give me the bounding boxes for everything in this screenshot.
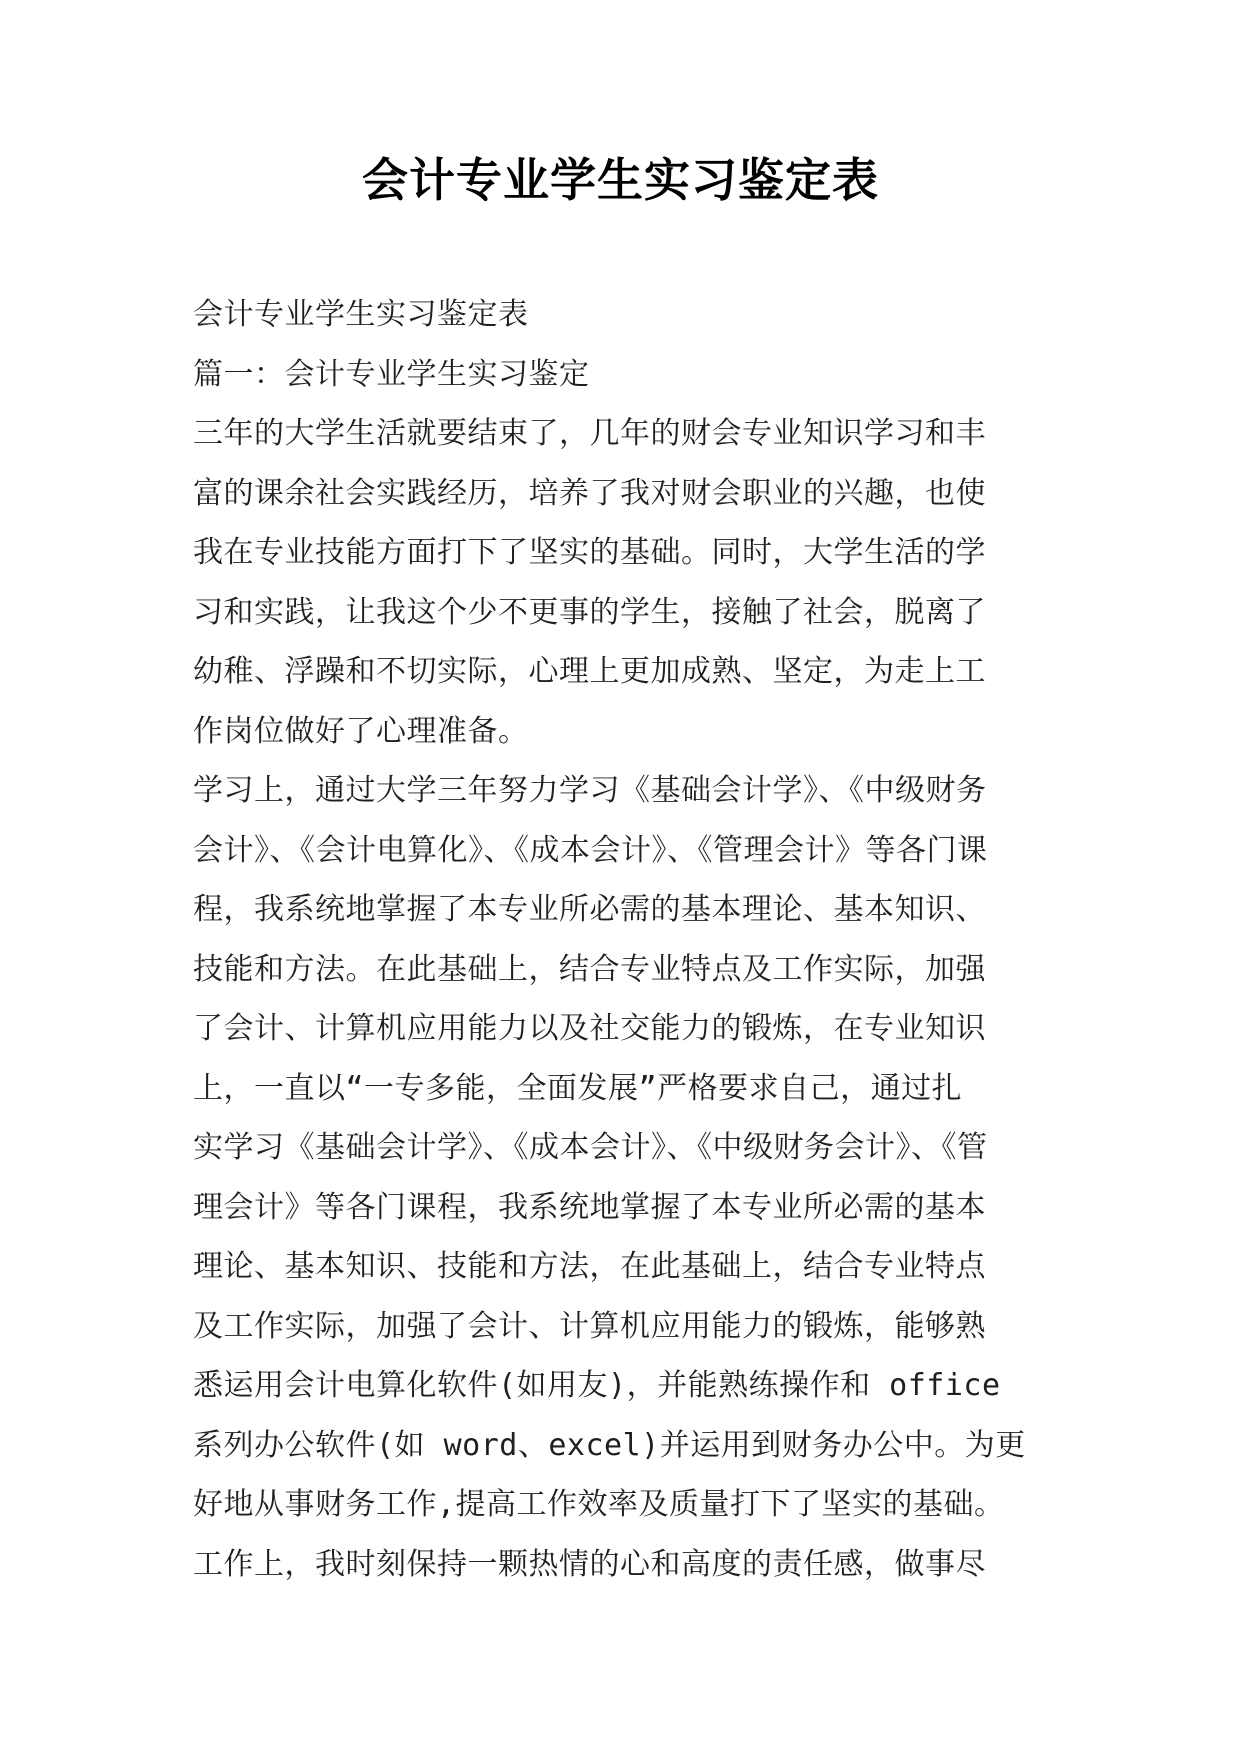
body-line: 我在专业技能方面打下了坚实的基础。同时，大学生活的学 (193, 535, 986, 570)
body-line: 富的课余社会实践经历，培养了我对财会职业的兴趣，也使 (193, 475, 986, 511)
body-line: 理会计》等各门课程，我系统地掌握了本专业所必需的基本 (193, 1189, 986, 1225)
body-line: 实学习《基础会计学》、《成本会计》、《中级财务会计》、《管 (193, 1130, 988, 1165)
body-line: 了会计、计算机应用能力以及社交能力的锻炼，在专业知识 (193, 1011, 986, 1046)
body-line: 理论、基本知识、技能和方法，在此基础上，结合专业特点 (193, 1249, 986, 1284)
body-line: 及工作实际，加强了会计、计算机应用能力的锻炼，能够熟 (193, 1308, 986, 1344)
body-line: 上，一直以“一专多能，全面发展”严格要求自己，通过扎 (193, 1070, 963, 1106)
body-line: 会计》、《会计电算化》、《成本会计》、《管理会计》等各门课 (193, 832, 988, 868)
body-line: 工作上，我时刻保持一颗热情的心和高度的责任感，做事尽 (193, 1546, 986, 1582)
body-line: 技能和方法。在此基础上，结合专业特点及工作实际，加强 (193, 951, 986, 987)
body-line: 幼稚、浮躁和不切实际，心理上更加成熟、坚定，为走上工 (193, 654, 986, 689)
document-title: 会计专业学生实习鉴定表 (362, 153, 879, 207)
body-line: 悉运用会计电算化软件(如用友)，并能熟练操作和 office (193, 1368, 1001, 1403)
body-line: 会计专业学生实习鉴定表 (193, 297, 529, 332)
document-body (193, 285, 1073, 1594)
body-line: 作岗位做好了心理准备。 (193, 713, 529, 749)
body-line: 三年的大学生活就要结束了，几年的财会专业知识学习和丰 (193, 416, 986, 451)
body-line: 好地从事财务工作,提高工作效率及质量打下了坚实的基础。 (193, 1487, 1005, 1522)
body-line: 习和实践，让我这个少不更事的学生，接触了社会，脱离了 (193, 594, 986, 630)
body-line: 系列办公软件(如 word、excel)并运用到财务办公中。为更 (193, 1427, 1026, 1463)
body-line: 学习上，通过大学三年努力学习《基础会计学》、《中级财务 (193, 773, 987, 808)
body-line: 篇一：会计专业学生实习鉴定 (193, 356, 590, 392)
body-line: 程，我系统地掌握了本专业所必需的基本理论、基本知识、 (193, 892, 986, 927)
